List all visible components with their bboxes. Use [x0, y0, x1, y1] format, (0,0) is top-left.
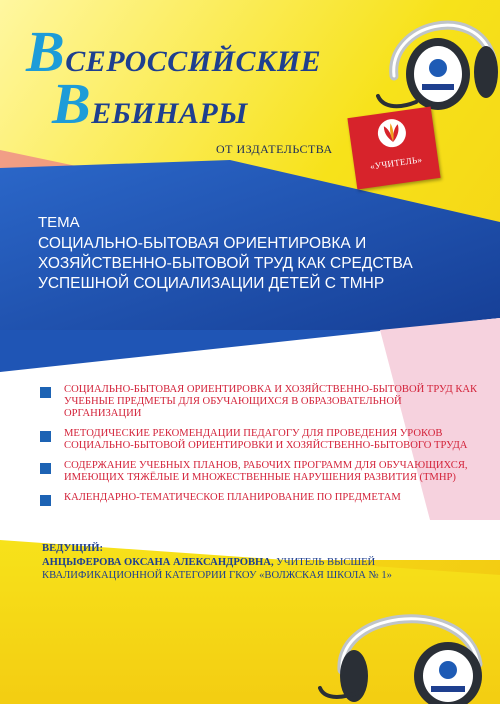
publisher-label: ОТ ИЗДАТЕЛЬСТВА	[216, 142, 333, 156]
square-bullet-icon	[40, 431, 51, 442]
list-item	[40, 460, 480, 484]
list-item-text: СОДЕРЖАНИЕ УЧЕБНЫХ ПЛАНОВ, РАБОЧИХ ПРОГРАММ ДЛЯ ОБУЧАЮЩИХСЯ, ИМЕЮЩИХ ТЯЖЁЛЫЕ И МНОЖЕСТВЕННЫЕ НАРУШЕНИЯ РАЗВИТИЯ (ТМНР)	[64, 460, 468, 483]
headset-top-icon	[376, 6, 500, 118]
square-bullet-icon	[40, 387, 51, 398]
brand-title-line2	[52, 70, 248, 137]
presenter-label: ВЕДУЩИЙ:	[42, 543, 103, 554]
square-bullet-icon	[40, 495, 51, 506]
list-item	[40, 384, 480, 420]
list-item-text: СОЦИАЛЬНО-БЫТОВАЯ ОРИЕНТИРОВКА И ХОЗЯЙСТВЕННО-БЫТОВОЙ ТРУД КАК УЧЕБНЫЕ ПРЕДМЕТЫ ДЛЯ ОБУЧАЮЩИХСЯ В ОБРАЗОВАТЕЛЬНОЙ ОРГАНИЗАЦИИ	[64, 384, 478, 419]
square-bullet-icon	[40, 463, 51, 474]
book-emblem-icon	[375, 116, 409, 150]
topic-items-list	[40, 384, 480, 512]
presenter-name: АНЦЫФЕРОВА ОКСАНА АЛЕКСАНДРОВНА,	[42, 557, 274, 568]
publisher-logo-text: «УЧИТЕЛЬ»	[369, 154, 423, 172]
presenter-details: УЧИТЕЛЬ ВЫСШЕЙ КВАЛИФИКАЦИОННОЙ КАТЕГОРИИ ГКОУ «ВОЛЖСКАЯ ШКОЛА № 1»	[42, 557, 392, 581]
publisher-logo	[347, 107, 440, 190]
presenter-info	[42, 556, 462, 582]
list-item	[40, 428, 480, 452]
list-item-text: КАЛЕНДАРНО-ТЕМАТИЧЕСКОЕ ПЛАНИРОВАНИЕ ПО ПРЕДМЕТАМ	[64, 492, 401, 503]
list-item	[40, 492, 480, 504]
topic-label: ТЕМА	[38, 214, 80, 231]
brand-line2-capital: В	[52, 71, 92, 136]
topic-title: СОЦИАЛЬНО-БЫТОВАЯ ОРИЕНТИРОВКА И ХОЗЯЙСТВЕННО-БЫТОВОЙ ТРУД КАК СРЕДСТВА УСПЕШНОЙ СОЦИАЛИЗАЦИИ ДЕТЕЙ С ТМНР	[38, 235, 413, 292]
brand-line1-rest: СЕРОССИЙСКИЕ	[65, 45, 322, 78]
list-item-text: МЕТОДИЧЕСКИЕ РЕКОМЕНДАЦИИ ПЕДАГОГУ ДЛЯ ПРОВЕДЕНИЯ УРОКОВ СОЦИАЛЬНО-БЫТОВОЙ ОРИЕНТИРОВКИ И ХОЗЯЙСТВЕННО-БЫТОВОГО ТРУДА	[64, 428, 468, 451]
headset-bottom-icon	[318, 588, 494, 704]
brand-line1-capital: В	[26, 19, 66, 84]
brand-line2-rest: ЕБИНАРЫ	[91, 97, 248, 130]
